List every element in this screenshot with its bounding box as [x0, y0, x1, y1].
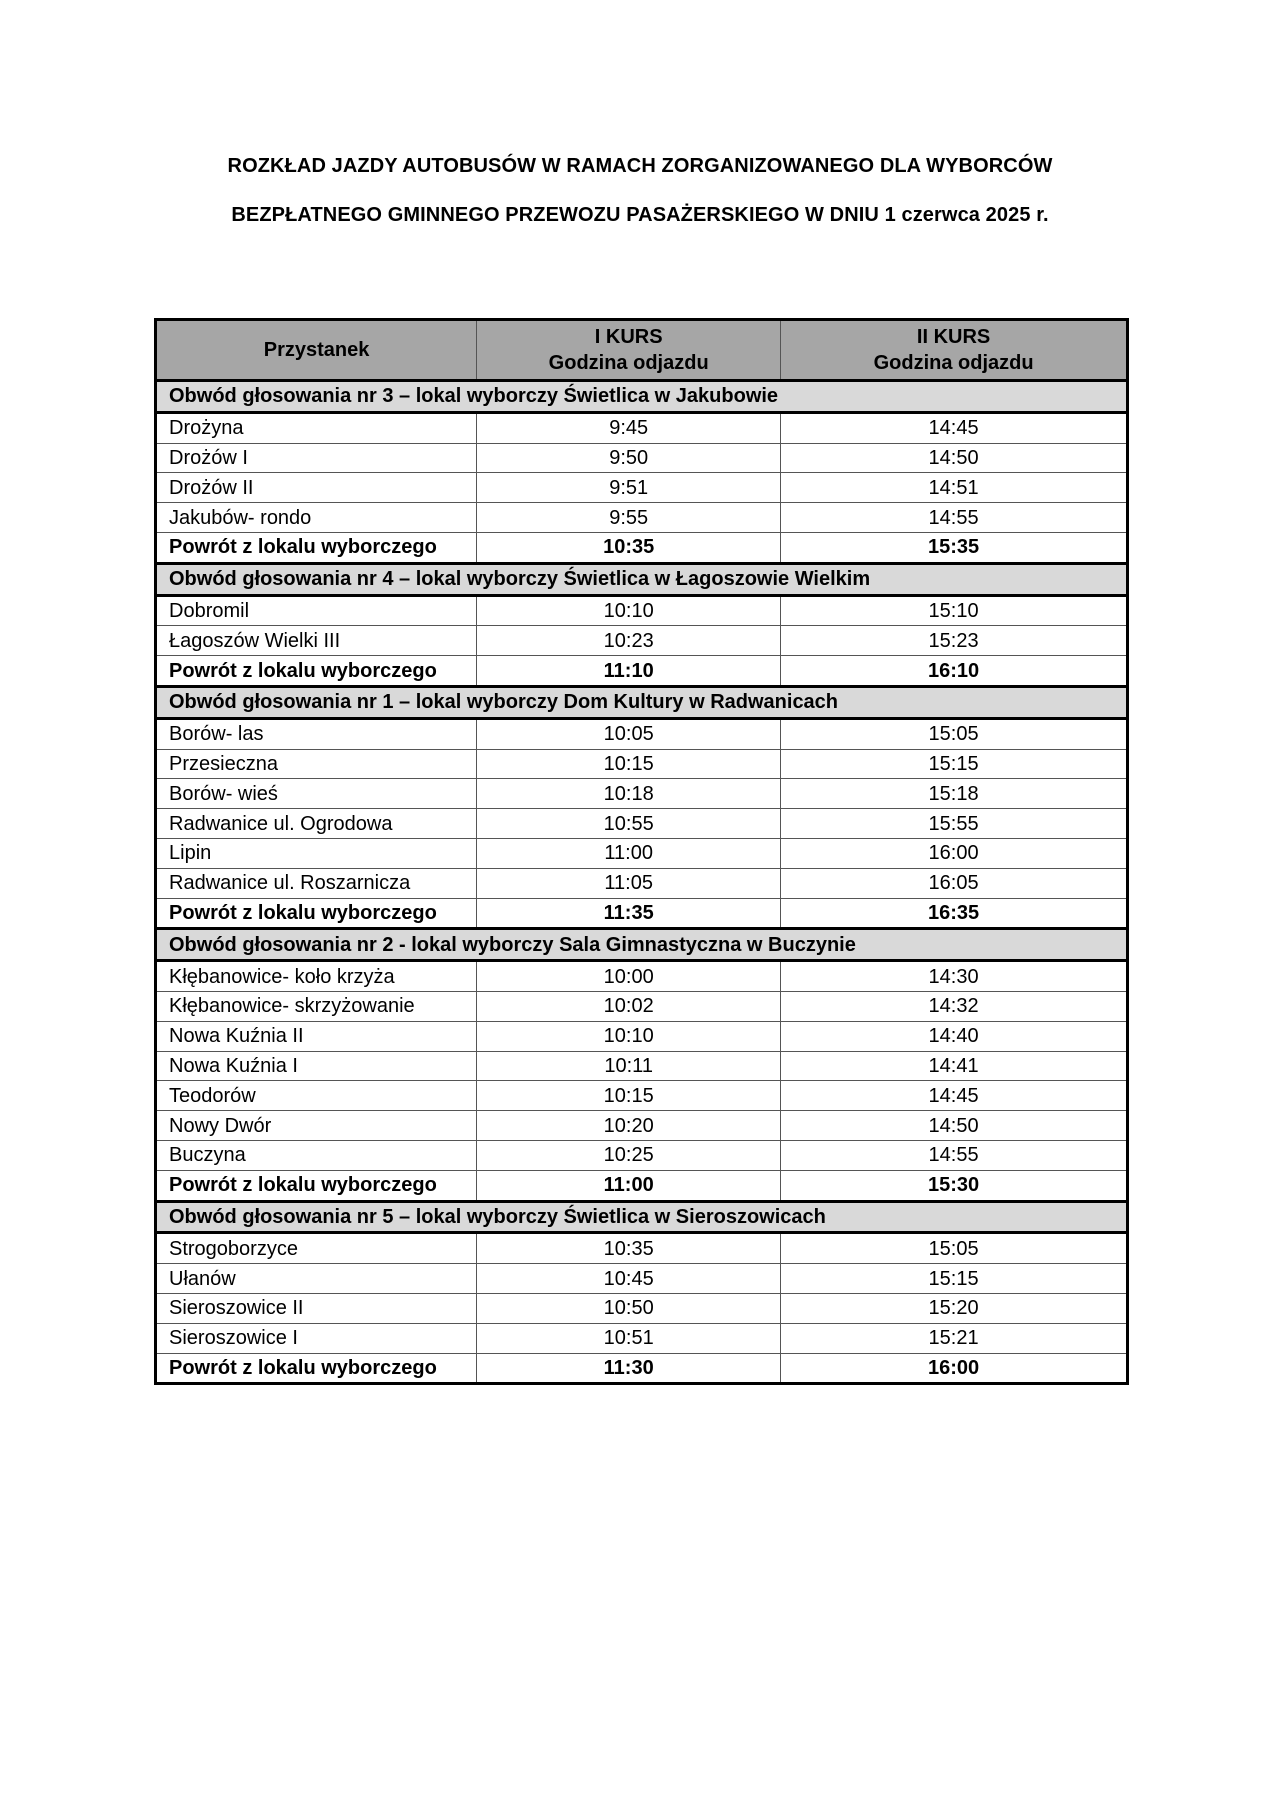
- stop-name: Przesieczna: [156, 749, 477, 779]
- return-run-2-time: 16:00: [781, 1353, 1128, 1384]
- document-title-line-1: ROZKŁAD JAZDY AUTOBUSÓW W RAMACH ZORGANIZOWANEGO DLA WYBORCÓW: [227, 155, 1053, 177]
- table-row: [156, 1323, 1128, 1353]
- run-1-time: 10:02: [477, 991, 781, 1021]
- table-row: [156, 868, 1128, 898]
- stop-name: Drożów I: [156, 443, 477, 473]
- run-2-time: 15:21: [781, 1323, 1128, 1353]
- run-1-time: 10:35: [477, 1233, 781, 1264]
- return-row: [156, 1170, 1128, 1201]
- return-run-1-time: 11:00: [477, 1170, 781, 1201]
- run-1-time: 9:51: [477, 473, 781, 503]
- bus-schedule-table: [154, 318, 1129, 1385]
- stop-name: Radwanice ul. Roszarnicza: [156, 868, 477, 898]
- stop-name: Dobromil: [156, 595, 477, 626]
- table-row: [156, 1233, 1128, 1264]
- stop-name: Buczyna: [156, 1140, 477, 1170]
- stop-name: Radwanice ul. Ogrodowa: [156, 809, 477, 839]
- return-run-1-time: 11:30: [477, 1353, 781, 1384]
- run-2-time: 15:10: [781, 595, 1128, 626]
- run-1-time: 10:15: [477, 1081, 781, 1111]
- table-row: [156, 779, 1128, 809]
- run-1-time: 10:00: [477, 961, 781, 992]
- run-2-time: 15:23: [781, 626, 1128, 656]
- section-header-row: [156, 1201, 1128, 1233]
- run-1-time: 11:00: [477, 838, 781, 868]
- run-1-time: 10:10: [477, 1021, 781, 1051]
- section-title: Obwód głosowania nr 4 – lokal wyborczy Świetlica w Łagoszowie Wielkim: [156, 563, 1128, 595]
- run-1-time: 10:05: [477, 718, 781, 749]
- run-1-time: 11:05: [477, 868, 781, 898]
- stop-name: Strogoborzyce: [156, 1233, 477, 1264]
- return-run-2-time: 16:10: [781, 656, 1128, 687]
- run-2-time: 14:41: [781, 1051, 1128, 1081]
- return-label: Powrót z lokalu wyborczego: [156, 532, 477, 563]
- run-2-time: 14:45: [781, 412, 1128, 443]
- run-2-time: 14:51: [781, 473, 1128, 503]
- return-label: Powrót z lokalu wyborczego: [156, 656, 477, 687]
- run-2-time: 15:20: [781, 1293, 1128, 1323]
- header-run-2-sub: Godzina odjazdu: [873, 352, 1034, 374]
- table-row: [156, 718, 1128, 749]
- return-run-1-time: 11:10: [477, 656, 781, 687]
- header-stop: [156, 320, 477, 381]
- return-label: Powrót z lokalu wyborczego: [156, 898, 477, 929]
- return-label: Powrót z lokalu wyborczego: [156, 1353, 477, 1384]
- run-2-time: 15:15: [781, 749, 1128, 779]
- run-1-time: 10:51: [477, 1323, 781, 1353]
- run-1-time: 10:18: [477, 779, 781, 809]
- table-row: [156, 838, 1128, 868]
- table-row: [156, 503, 1128, 533]
- stop-name: Lipin: [156, 838, 477, 868]
- return-run-2-time: 16:35: [781, 898, 1128, 929]
- run-2-time: 16:00: [781, 838, 1128, 868]
- run-2-time: 14:32: [781, 991, 1128, 1021]
- run-2-time: 14:40: [781, 1021, 1128, 1051]
- header-run-1-sub: Godzina odjazdu: [548, 352, 709, 374]
- stop-name: Borów- las: [156, 718, 477, 749]
- section-title: Obwód głosowania nr 3 – lokal wyborczy Świetlica w Jakubowie: [156, 381, 1128, 413]
- run-2-time: 15:55: [781, 809, 1128, 839]
- run-2-time: 15:15: [781, 1264, 1128, 1294]
- return-run-1-time: 11:35: [477, 898, 781, 929]
- header-run-1: [477, 320, 781, 381]
- stop-name: Kłębanowice- koło krzyża: [156, 961, 477, 992]
- return-run-1-time: 10:35: [477, 532, 781, 563]
- stop-name: Drożów II: [156, 473, 477, 503]
- return-run-2-time: 15:35: [781, 532, 1128, 563]
- table-row: [156, 1111, 1128, 1141]
- section-title: Obwód głosowania nr 1 – lokal wyborczy Dom Kultury w Radwanicach: [156, 686, 1128, 718]
- return-label: Powrót z lokalu wyborczego: [156, 1170, 477, 1201]
- run-1-time: 10:50: [477, 1293, 781, 1323]
- table-row: [156, 1051, 1128, 1081]
- stop-name: Jakubów- rondo: [156, 503, 477, 533]
- run-2-time: 14:55: [781, 1140, 1128, 1170]
- run-1-time: 10:20: [477, 1111, 781, 1141]
- header-run-2-name: II KURS: [916, 326, 991, 348]
- table-row: [156, 626, 1128, 656]
- run-1-time: 10:10: [477, 595, 781, 626]
- run-2-time: 15:05: [781, 718, 1128, 749]
- run-1-time: 10:15: [477, 749, 781, 779]
- table-row: [156, 595, 1128, 626]
- table-row: [156, 1264, 1128, 1294]
- table-row: [156, 1081, 1128, 1111]
- run-1-time: 10:55: [477, 809, 781, 839]
- stop-name: Kłębanowice- skrzyżowanie: [156, 991, 477, 1021]
- table-row: [156, 443, 1128, 473]
- run-1-time: 9:55: [477, 503, 781, 533]
- stop-name: Sieroszowice I: [156, 1323, 477, 1353]
- return-run-2-time: 15:30: [781, 1170, 1128, 1201]
- run-2-time: 16:05: [781, 868, 1128, 898]
- return-row: [156, 532, 1128, 563]
- stop-name: Drożyna: [156, 412, 477, 443]
- document-title-line-2: BEZPŁATNEGO GMINNEGO PRZEWOZU PASAŻERSKIEGO W DNIU 1 czerwca 2025 r.: [231, 204, 1049, 226]
- section-header-row: [156, 381, 1128, 413]
- run-2-time: 14:50: [781, 1111, 1128, 1141]
- stop-name: Borów- wieś: [156, 779, 477, 809]
- table-row: [156, 1293, 1128, 1323]
- run-1-time: 10:11: [477, 1051, 781, 1081]
- run-2-time: 14:45: [781, 1081, 1128, 1111]
- run-2-time: 14:55: [781, 503, 1128, 533]
- table-header-row: [156, 320, 1128, 381]
- stop-name: Łagoszów Wielki III: [156, 626, 477, 656]
- table-row: [156, 991, 1128, 1021]
- stop-name: Sieroszowice II: [156, 1293, 477, 1323]
- stop-name: Nowa Kuźnia II: [156, 1021, 477, 1051]
- table-row: [156, 809, 1128, 839]
- header-stop-label: Przystanek: [263, 339, 370, 361]
- section-header-row: [156, 686, 1128, 718]
- table-row: [156, 473, 1128, 503]
- run-1-time: 10:25: [477, 1140, 781, 1170]
- table-row: [156, 1140, 1128, 1170]
- section-title: Obwód głosowania nr 5 – lokal wyborczy Świetlica w Sieroszowicach: [156, 1201, 1128, 1233]
- run-2-time: 15:05: [781, 1233, 1128, 1264]
- header-run-2: [781, 320, 1128, 381]
- table-row: [156, 1021, 1128, 1051]
- stop-name: Ułanów: [156, 1264, 477, 1294]
- section-header-row: [156, 563, 1128, 595]
- section-header-row: [156, 929, 1128, 961]
- section-title: Obwód głosowania nr 2 - lokal wyborczy Sala Gimnastyczna w Buczynie: [156, 929, 1128, 961]
- run-2-time: 15:18: [781, 779, 1128, 809]
- return-row: [156, 898, 1128, 929]
- stop-name: Nowy Dwór: [156, 1111, 477, 1141]
- run-1-time: 9:45: [477, 412, 781, 443]
- run-1-time: 10:45: [477, 1264, 781, 1294]
- run-2-time: 14:50: [781, 443, 1128, 473]
- stop-name: Nowa Kuźnia I: [156, 1051, 477, 1081]
- table-row: [156, 961, 1128, 992]
- stop-name: Teodorów: [156, 1081, 477, 1111]
- header-run-1-name: I KURS: [594, 326, 663, 348]
- run-1-time: 10:23: [477, 626, 781, 656]
- table-row: [156, 749, 1128, 779]
- run-2-time: 14:30: [781, 961, 1128, 992]
- schedule-body: [156, 381, 1128, 1384]
- run-1-time: 9:50: [477, 443, 781, 473]
- return-row: [156, 656, 1128, 687]
- table-row: [156, 412, 1128, 443]
- return-row: [156, 1353, 1128, 1384]
